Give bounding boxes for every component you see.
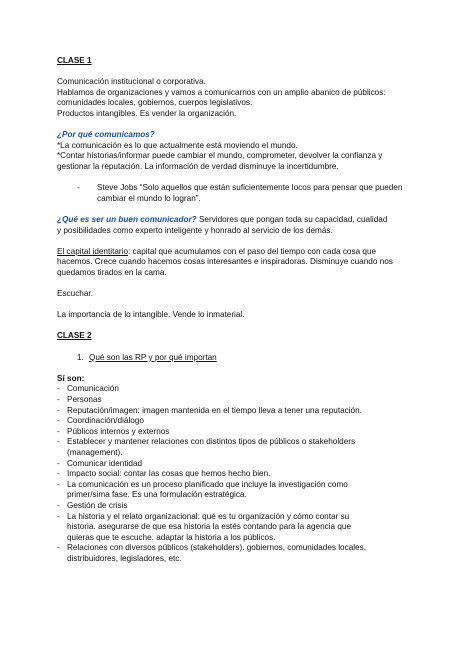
- steve-jobs-quote: [57, 183, 419, 204]
- dash-marker: -: [57, 458, 60, 468]
- buen-comunicador-paragraph: [57, 215, 419, 226]
- list-item-text: Comunicar identidad: [67, 458, 143, 468]
- si-son-heading: Sí son:: [57, 373, 85, 383]
- question-buen-comunicador: ¿Qué es ser un buen comunicador?: [57, 214, 197, 224]
- dash-marker: -: [57, 395, 60, 404]
- rp-question: Qué son las RP y por qué importan: [89, 352, 217, 362]
- dash-marker: -: [57, 469, 60, 479]
- list-item-text: La historia y el relato organizacional: qué es tu organización y cómo contar su: [67, 511, 350, 521]
- list-item: [57, 543, 419, 564]
- list-item-text: distribuidores, legisladores, etc.: [67, 553, 182, 563]
- list-item-text: Relaciones con diversos públicos (stakeholders). gobiernos, comunidades locales,: [67, 543, 367, 553]
- clase2-heading: CLASE 2: [57, 331, 92, 341]
- intro-line: comunidades locales, gobiernos, cuerpos legislativos.: [57, 98, 253, 108]
- capital-identitario-term: El capital identitario: [57, 246, 128, 256]
- q2-text: Servidores que pongan toda su capacidad, cualidad: [196, 214, 388, 224]
- dash-marker: -: [57, 405, 60, 415]
- dash-marker: -: [77, 183, 80, 193]
- intangible-line: La importancia de lo intangible. Vende lo inmaterial.: [57, 310, 245, 320]
- list-item-text: Coordinación/diálogo: [67, 416, 144, 426]
- list-item: [57, 512, 419, 544]
- list-item-text: Públicos internos y externos: [67, 426, 170, 436]
- list-item: [57, 416, 419, 427]
- list-item: [57, 427, 419, 438]
- list-item: [57, 395, 419, 406]
- number-marker: 1.: [77, 352, 84, 362]
- intro-line: Comunicación institucional o corporativa.: [57, 77, 206, 87]
- list-item: [57, 469, 419, 480]
- list-item-text: (management).: [67, 447, 123, 457]
- list-item-text: Reputación/imagen: imagen mantenida en el tiempo lleva a tener una reputación.: [67, 405, 362, 415]
- clase1-heading: CLASE 1: [57, 56, 92, 65]
- list-item: [57, 459, 419, 470]
- list-item-text: Impacto social: contar las cosas que hemos hecho bien.: [67, 469, 271, 479]
- numbered-item: [57, 353, 419, 364]
- capital-line: quedamos tirados en la cama.: [57, 267, 167, 277]
- list-item: [57, 384, 419, 395]
- list-item: [57, 480, 419, 501]
- capital-line: hacemos. Crece cuando hacemos cosas interesantes e inspiradoras. Disminuye cuando nos: [57, 257, 393, 267]
- list-item: [57, 501, 419, 512]
- list-item-text: historia. asegurarse de que esa historia la estés contando para la agencia que: [67, 522, 352, 532]
- dash-marker: -: [57, 543, 60, 553]
- q1-line: *La comunicación es lo que actualmente está moviendo el mundo.: [57, 140, 298, 150]
- quote-line: Steve Jobs “Solo aquellos que están suficientemente locos para pensar que pueden: [97, 183, 403, 193]
- list-item-text: Personas: [67, 395, 102, 404]
- q1-line: gestionar la reputación. La información de verdad disminuye la incertidumbre.: [57, 161, 339, 171]
- capital-paragraph: [57, 247, 419, 258]
- q2-line: y posibilidades como experto inteligente y honrado al servicio de los demás.: [57, 225, 333, 235]
- list-item-text: Establecer y mantener relaciones con distintos tipos de públicos o stakeholders: [67, 437, 356, 447]
- document-body: [57, 56, 419, 565]
- list-item-text: quieras que te escuche. adaptar la historia a los públicos.: [67, 532, 276, 542]
- escuchar-line: Escuchar.: [57, 289, 93, 299]
- dash-marker: -: [57, 500, 60, 510]
- quote-line: cambiar el mundo lo logran”.: [97, 193, 201, 203]
- dash-marker: -: [57, 416, 60, 426]
- dash-marker: -: [57, 437, 60, 447]
- si-son-list: [57, 384, 419, 564]
- list-item-text: La comunicación es un proceso planificado que incluye la investigación como: [67, 479, 348, 489]
- dash-marker: -: [57, 511, 60, 521]
- question-por-que-comunicamos: ¿Por qué comunicamos?: [57, 130, 155, 140]
- list-item-text: Comunicación: [67, 384, 119, 394]
- dash-marker: -: [57, 479, 60, 489]
- capital-text: : capital que acumulamos con el paso del tiempo con cada cosa que: [128, 246, 377, 256]
- q1-line: *Contar historias/informar puede cambiar el mundo, comprometer, devolver la confianza y: [57, 151, 383, 161]
- intro-line: Hablamos de organizaciones y vamos a comunicarnos con un amplio abanico de públicos:: [57, 87, 386, 97]
- list-item-text: primer/sima fase. Es una formulación estratégica.: [67, 490, 247, 500]
- list-item: [57, 406, 419, 417]
- list-item: [57, 437, 419, 458]
- list-item-text: Gestión de crisis: [67, 500, 128, 510]
- intro-line: Productos intangibles. Es vender la organización.: [57, 108, 237, 118]
- dash-marker: -: [57, 426, 60, 436]
- dash-marker: -: [57, 384, 60, 394]
